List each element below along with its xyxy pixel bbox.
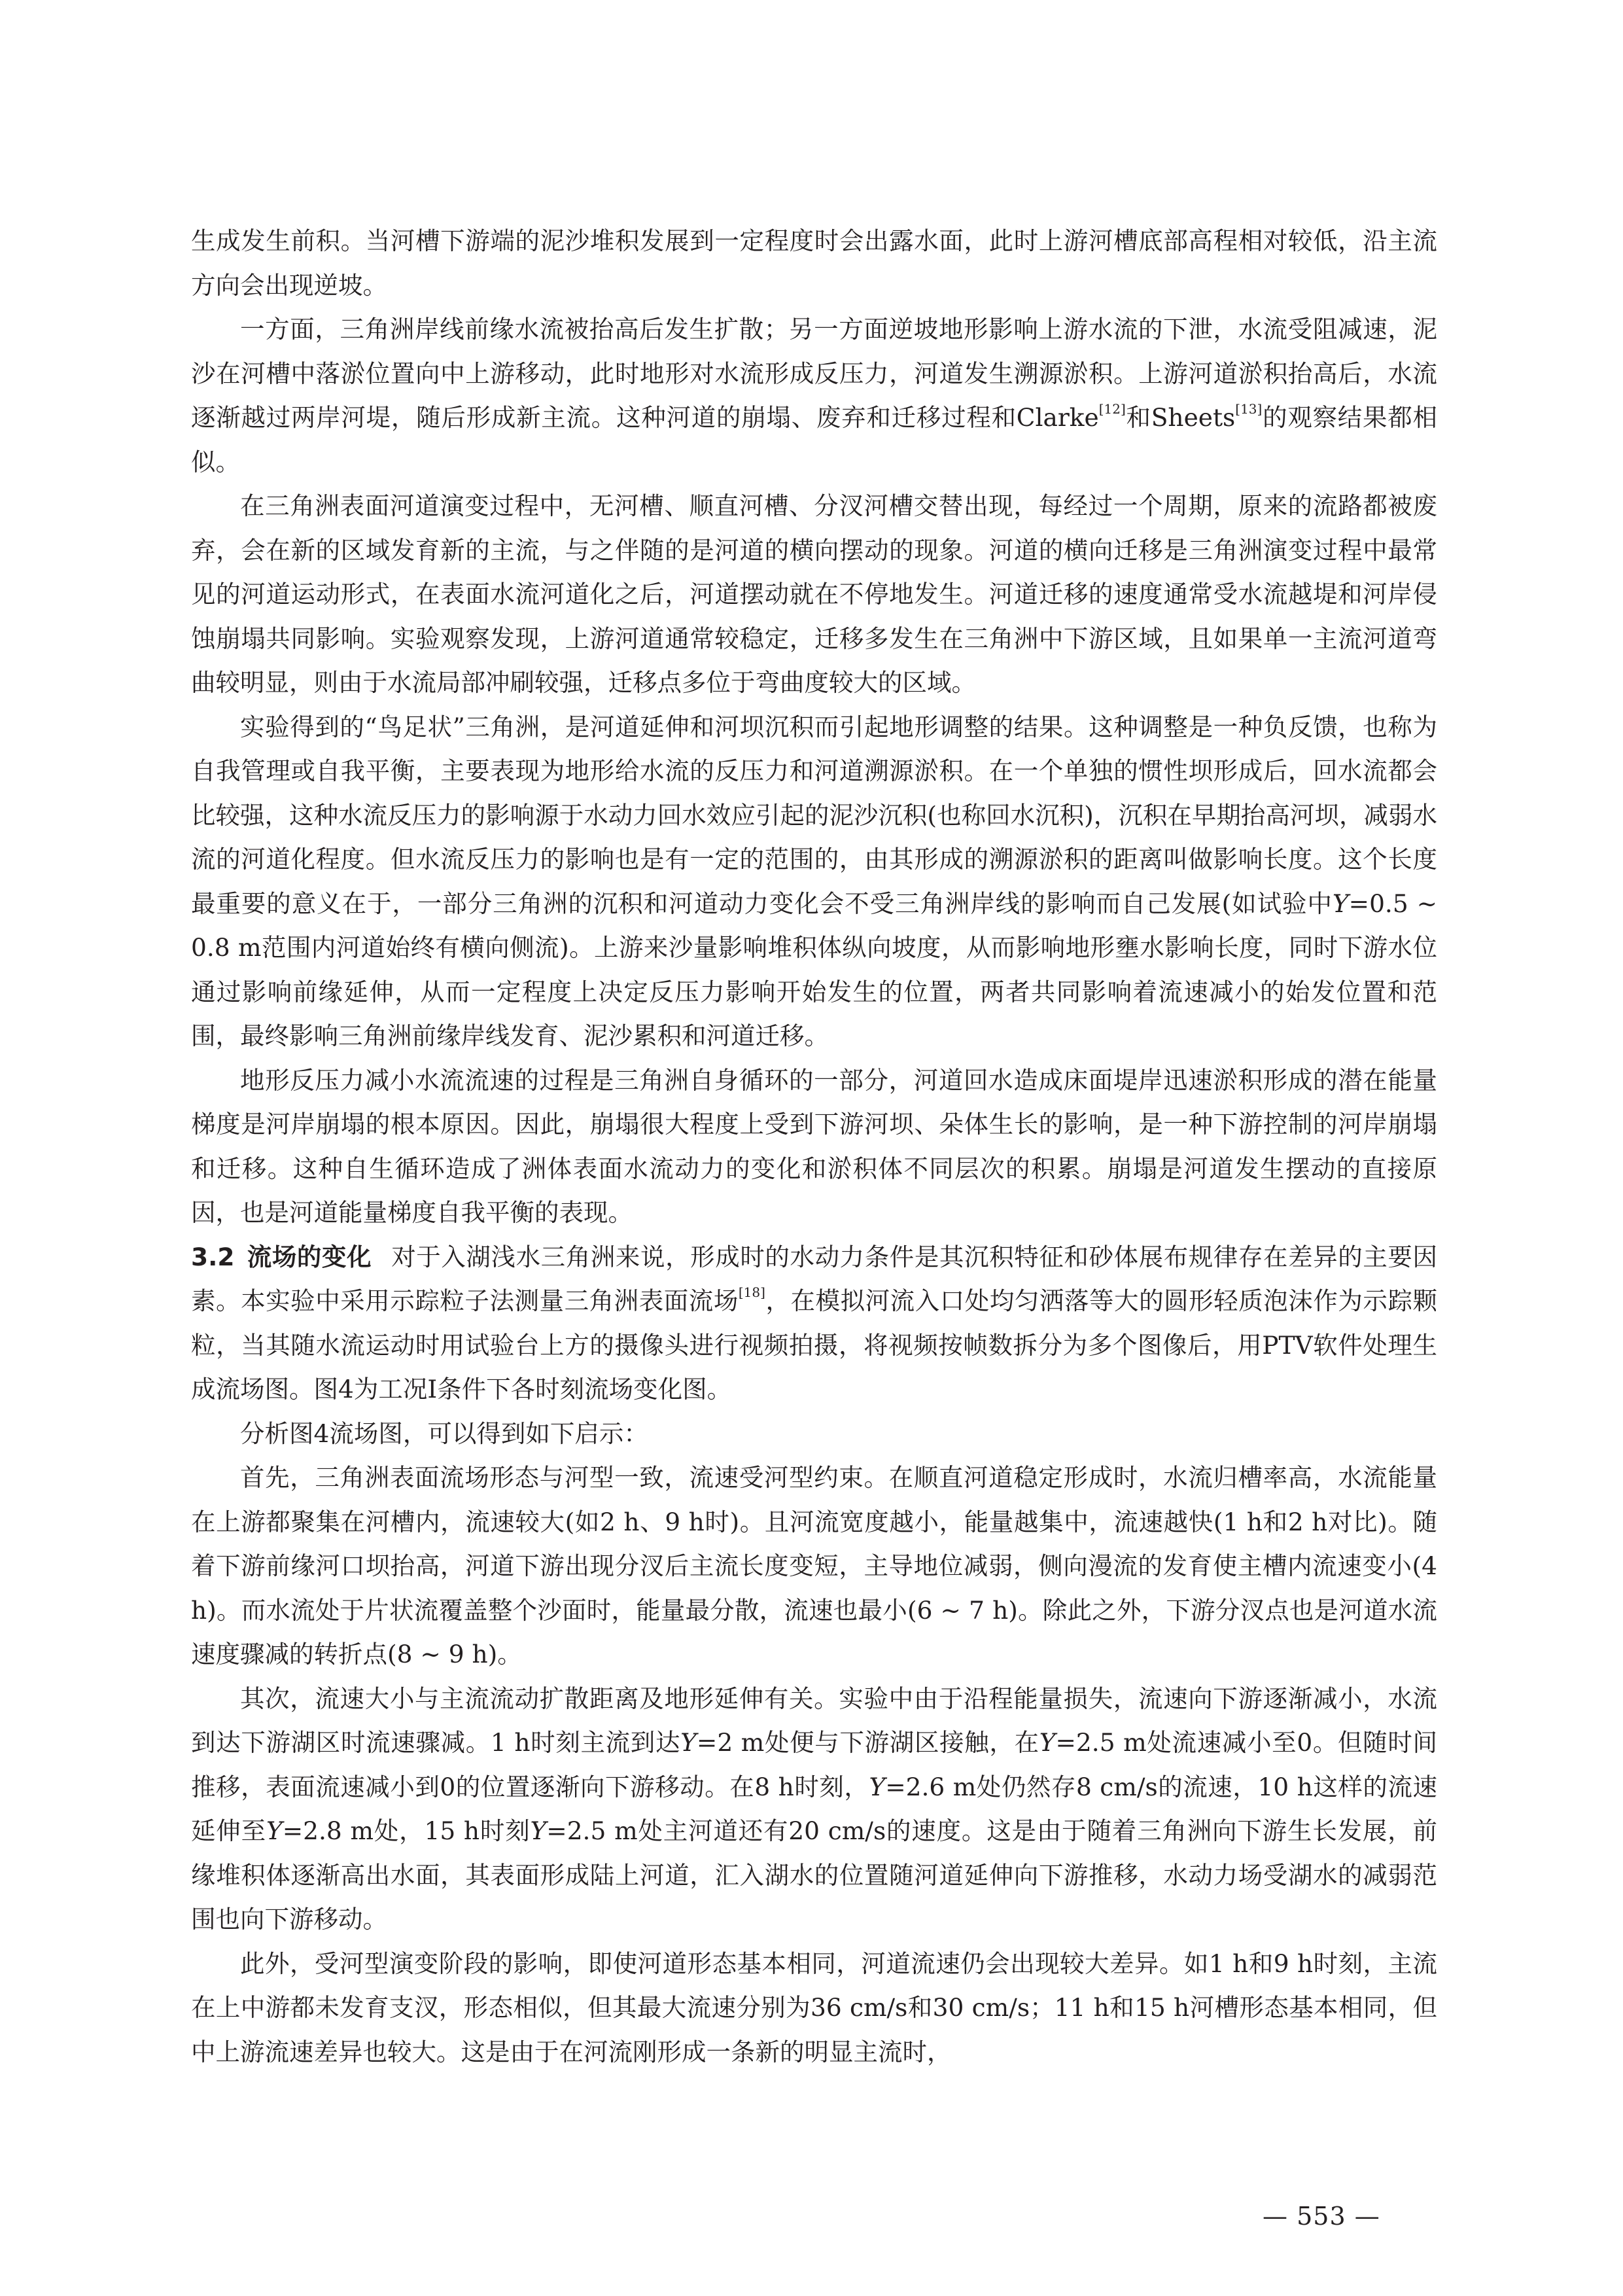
paragraph-back-pressure: 地形反压力减小水流流速的过程是三角洲自身循环的一部分，河道回水造成床面堤岸迅速淤积形成的潜在能量梯度是河岸崩塌的根本原因。因此，崩塌很大程度上受到下游河坝、朵体生长的影响，是一种下游控制的河岸崩塌和迁移。这种自生循环造成了洲体表面水流动力的变化和淤积体不同层次的积累。崩塌是河道发生摆动的直接原因，也是河道能量梯度自我平衡的表现。: [191, 1065, 1437, 1227]
variable-y: Y: [1332, 889, 1349, 918]
page-number-value: 553: [1297, 2202, 1346, 2231]
text-segment: 实验得到的“鸟足状”三角洲，是河道延伸和河坝沉积而引起地形调整的结果。这种调整是一种负反馈，也称为自我管理或自我平衡，主要表现为地形给水流的反压力和河道溯源淤积。在一个单独的惯性坝形成后，回水流都会比较强，这种水流反压力的影响源于水动力回水效应引起的泥沙沉积(也称回水沉积)，沉积在早期抬高河坝，减弱水流的河道化程度。但水流反压力的影响也是有一定的范围的，由其形成的溯源淤积的距离叫做影响长度。这个长度最重要的意义在于，一部分三角洲的沉积和河道动力变化会不受三角洲岸线的影响而自己发展(如试验中: [191, 712, 1437, 918]
variable-y: Y: [266, 1816, 283, 1845]
text-segment: =2.5 m处主河道还有20 cm/s的速度。这是由于随着三角洲向下游生长发展，前缘堆积体逐渐高出水面，其表面形成陆上河道，汇入湖水的位置随河道延伸向下游推移，水动力场受湖水的减弱范围也向下游移动。: [191, 1816, 1438, 1934]
text-segment: 一方面，三角洲岸线前缘水流被抬高后发生扩散；另一方面逆坡地形影响上游水流的下泄，水流受阻减速，泥沙在河槽中落淤位置向中上游移动，此时地形对水流形成反压力，河道发生溯源淤积。上游河道淤积抬高后，水流逐渐越过两岸河堤，随后形成新主流。这种河道的崩塌、废弃和迁移过程和Clarke: [191, 315, 1437, 432]
paragraph-first-insight: 首先，三角洲表面流场形态与河型一致，流速受河型约束。在顺直河道稳定形成时，水流归槽率高，水流能量在上游都聚集在河槽内，流速较大(如2 h、9 h时)。且河流宽度越小，能量越集中，流速越快(1 h和2 h对比)。随着下游前缘河口坝抬高，河道下游出现分汊后主流长度变短，主导地位减弱，侧向漫流的发育使主槽内流速变小(4 h)。而水流处于片状流覆盖整个沙面时，能量最分散，流速也最小(6 ~ 7 h)。除此之外，下游分汊点也是河道水流速度骤减的转折点(8 ~ 9 h)。: [191, 1463, 1437, 1669]
paragraph-second-insight: [191, 1677, 1437, 1942]
variable-y: Y: [869, 1772, 886, 1801]
text-segment: 的观察结果都相似。: [191, 403, 1437, 476]
text-segment: =2.5 m处流速减小至0。但随时间推移，表面流速减小到0的位置逐渐向下游移动。在8 h时刻，: [191, 1728, 1437, 1801]
text-segment: ，在模拟河流入口处均匀洒落等大的圆形轻质泡沫作为示踪颗粒，当其随水流运动时用试验台上方的摄像头进行视频拍摄，将视频按帧数拆分为多个图像后，用PTV软件处理生成流场图。图4为工况I条件下各时刻流场变化图。: [191, 1286, 1438, 1404]
paragraph-third-insight: 此外，受河型演变阶段的影响，即使河道形态基本相同，河道流速仍会出现较大差异。如1 h和9 h时刻，主流在上中游都未发育支汊，形态相似，但其最大流速分别为36 cm/s和30 cm/s；11 h和15 h河槽形态基本相同，但中上游流速差异也较大。这是由于在河流刚形成一条新的明显主流时，: [191, 1949, 1437, 2066]
text-segment: 其次，流速大小与主流流动扩散距离及地形延伸有关。实验中由于沿程能量损失，流速向下游逐渐减小，水流到达下游湖区时流速骤减。1 h时刻主流到达: [191, 1684, 1437, 1757]
page-number-dash-right: —: [1354, 2202, 1380, 2231]
page-body: [191, 0, 1437, 2074]
page-number: [1263, 2202, 1380, 2231]
citation-ref-12: [12]: [1098, 401, 1126, 417]
variable-y: Y: [1039, 1728, 1056, 1757]
text-segment: 对于入湖浅水三角洲来说，形成时的水动力条件是其沉积特征和砂体展布规律存在差异的主要因素。本实验中采用示踪粒子法测量三角洲表面流场: [191, 1242, 1438, 1315]
text-segment: =2 m处便与下游湖区接触，在: [696, 1728, 1039, 1757]
paragraph-lateral-migration: 在三角洲表面河道演变过程中，无河槽、顺直河槽、分汊河槽交替出现，每经过一个周期，原来的流路都被废弃，会在新的区域发育新的主流，与之伴随的是河道的横向摆动的现象。河道的横向迁移是三角洲演变过程中最常见的河道运动形式，在表面水流河道化之后，河道摆动就在不停地发生。河道迁移的速度通常受水流越堤和河岸侵蚀崩塌共同影响。实验观察发现，上游河道通常较稳定，迁移多发生在三角洲中下游区域，且如果单一主流河道弯曲较明显，则由于水流局部冲刷较强，迁移点多位于弯曲度较大的区域。: [191, 491, 1437, 697]
section-3-2: [191, 1235, 1437, 1412]
paragraph-continuation: 生成发生前积。当河槽下游端的泥沙堆积发展到一定程度时会出露水面，此时上游河槽底部高程相对较低，沿主流方向会出现逆坡。: [191, 226, 1437, 300]
section-number: 3.2: [191, 1242, 235, 1271]
paragraph-fig4-intro: 分析图4流场图，可以得到如下启示：: [240, 1419, 648, 1448]
variable-y: Y: [530, 1816, 547, 1845]
citation-ref-13: [13]: [1235, 401, 1263, 417]
text-segment: =0.5 ~ 0.8 m范围内河道始终有横向侧流)。上游来沙量影响堆积体纵向坡度，从而影响地形壅水影响长度，同时下游水位通过影响前缘延伸，从而一定程度上决定反压力影响开始发生的位置，两者共同影响着流速减小的始发位置和范围，最终影响三角洲前缘岸线发育、泥沙累积和河道迁移。: [191, 889, 1437, 1050]
page-number-dash-left: —: [1263, 2202, 1288, 2231]
paragraph-channel-migration-process: [191, 308, 1437, 484]
text-segment: =2.8 m处，15 h时刻: [282, 1816, 531, 1845]
section-title: 流场的变化: [247, 1242, 372, 1271]
text-segment: 和Sheets: [1125, 403, 1236, 432]
variable-y: Y: [680, 1728, 697, 1757]
text-segment: =2.6 m处仍然存8 cm/s的流速，10 h这样的流速延伸至: [191, 1772, 1437, 1845]
citation-ref-18: [18]: [738, 1284, 765, 1300]
paragraph-birdfoot-delta: [191, 705, 1437, 1059]
